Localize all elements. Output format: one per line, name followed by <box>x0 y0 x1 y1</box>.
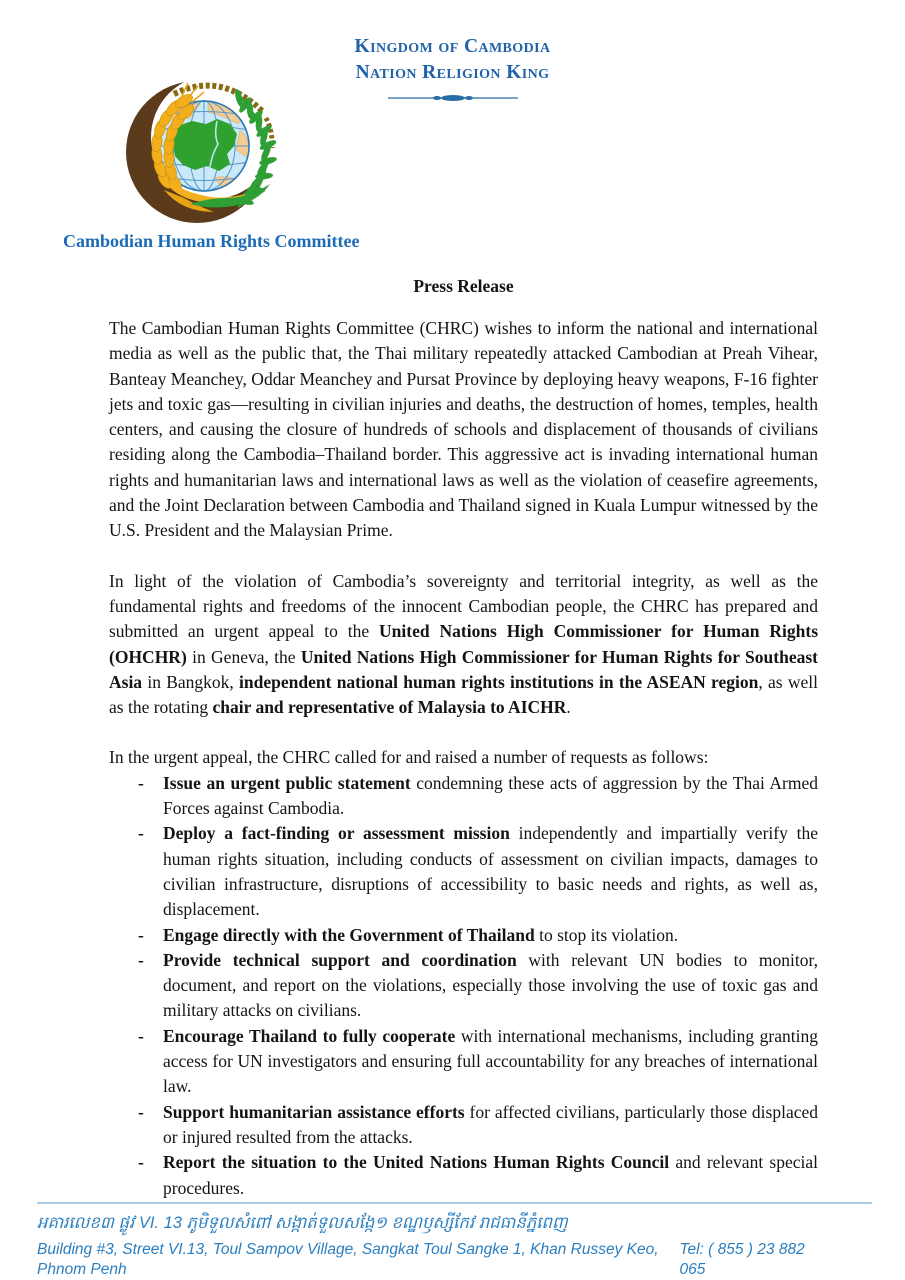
request-text: Issue an urgent public statement condemning these acts of aggression by the Thai Armed Forces against Cambodia. <box>163 772 818 819</box>
request-item <box>109 1100 818 1151</box>
request-item <box>109 821 818 922</box>
paragraph-urgent-appeal: In light of the violation of Cambodia’s sovereignty and territorial integrity, as well as the fundamental rights and freedoms of the innocent Cambodian people, the CHRC has prepared and submitted an urgent appeal to the United Nations High Commissioner for Human Rights (OHCHR) in Geneva, the United Nations High Commissioner for Human Rights for Southeast Asia in Bangkok, independent national human rights institutions in the ASEAN region, as well as the rotating chair and representative of Malaysia to AICHR. <box>109 570 818 718</box>
bullet-marker: - <box>138 924 144 945</box>
request-item <box>109 1150 818 1201</box>
bullet-marker: - <box>138 1025 144 1046</box>
footer-address-english: Building #3, Street VI.13, Toul Sampov Village, Sangkat Toul Sangke 1, Khan Russey Keo, Phnom Penh <box>37 1241 659 1278</box>
request-text: Provide technical support and coordination with relevant UN bodies to monitor, document, and report on the violations, especially those involving the use of toxic gas and military attacks on civilians. <box>163 949 818 1021</box>
request-item <box>109 948 818 1024</box>
organization-name: Cambodian Human Rights Committee <box>63 231 360 251</box>
kingdom-motto: Nation Religion King <box>355 62 550 83</box>
bullet-marker: - <box>138 1101 144 1122</box>
request-text: Engage directly with the Government of Thailand to stop its violation. <box>163 924 679 945</box>
paragraph-attack-summary: The Cambodian Human Rights Committee (CHRC) wishes to inform the national and international media as well as the public that, the Thai military repeatedly attacked Cambodian at Preah Vihear, Banteay Meanchey, Oddar Meanchey and Pursat Province by deploying heavy weapons, F-16 fighter jets and toxic gas—resulting in civilian injuries and deaths, the destruction of homes, temples, health centers, and causing the closure of hundreds of schools and displacement of thousands of civilians residing along the Cambodia–Thailand border. This aggressive act is invading international human rights and humanitarian laws and international laws as well as the violation of ceasefire agreements, and the Joint Declaration between Cambodia and Thailand signed in Kuala Lumpur witnessed by the U.S. President and the Malaysian Prime. <box>109 318 818 541</box>
footer-divider <box>37 1202 872 1204</box>
paragraph-requests-intro: In the urgent appeal, the CHRC called for and raised a number of requests as follows: <box>109 747 709 768</box>
requests-list <box>109 771 818 1201</box>
document-title: Press Release <box>413 276 514 296</box>
bullet-marker: - <box>138 1152 144 1173</box>
logo-cambodia-map <box>172 119 237 171</box>
page-footer <box>37 1202 872 1280</box>
bullet-marker: - <box>138 772 144 793</box>
request-item <box>109 923 818 948</box>
bullet-marker: - <box>138 949 144 970</box>
request-text: Support humanitarian assistance efforts for affected civilians, particularly those displaced or injured resulted from the attacks. <box>163 1101 818 1147</box>
request-text: Report the situation to the United Nations Human Rights Council and relevant special procedures. <box>163 1152 818 1198</box>
request-item <box>109 771 818 822</box>
request-text: Deploy a fact-finding or assessment mission independently and impartially verify the human rights situation, including conducts of assessment on civilian impacts, damages to civilian infrastructure, disruptions of accessibility to basic needs and rights, as well as, displacement. <box>163 823 818 920</box>
document-body <box>0 274 905 1201</box>
bullet-marker: - <box>138 823 144 844</box>
footer-address-khmer: អគារលេខ៣ ផ្លូវ VI. 13 ភូមិទួលសំពៅ សង្កាត់ទួលសង្កែ១ ខណ្ឌឫស្សីកែវ រាជធានីភ្នំពេញ <box>37 1214 568 1232</box>
chrc-logo <box>118 74 282 224</box>
request-text: Encourage Thailand to fully cooperate with international mechanisms, including granting access for UN investigators and ensuring full accountability for any breaches of international law. <box>163 1025 818 1097</box>
request-item <box>109 1024 818 1100</box>
kingdom-title: Kingdom of Cambodia <box>354 36 551 57</box>
footer-telephone: Tel: ( 855 ) 23 882 065 <box>679 1241 805 1278</box>
